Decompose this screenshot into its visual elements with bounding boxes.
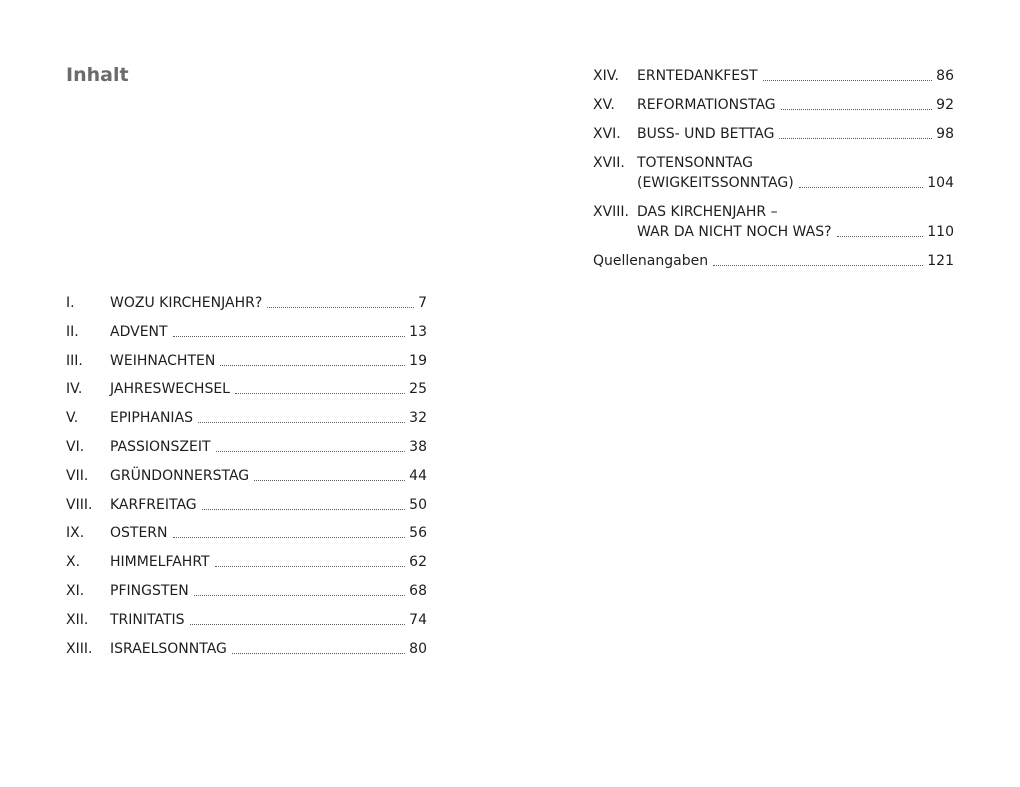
dot-leader [254, 480, 405, 481]
toc-entry-number: XIII. [66, 640, 93, 657]
toc-entry-page-number: 92 [936, 97, 954, 113]
toc-entry-label [637, 66, 758, 86]
toc-entry-label [110, 552, 210, 572]
dot-leader [173, 336, 406, 337]
toc-entry-label [637, 124, 774, 144]
toc-entry-label-wrap [637, 95, 936, 115]
toc-entry-label [593, 251, 708, 271]
toc-entry-label [110, 639, 227, 659]
dot-leader [713, 265, 923, 266]
toc-entry-page-number: 38 [409, 438, 427, 455]
dot-leader [837, 236, 924, 237]
toc-entry-number: XVIII. [593, 204, 630, 220]
toc-entry-label-wrap [593, 251, 927, 271]
toc-entry-label-line: OSTERN [110, 525, 168, 542]
toc-entry-page-number: 19 [409, 352, 427, 369]
toc-left-column [66, 293, 427, 667]
toc-entry-label-wrap [637, 124, 936, 144]
toc-entry-label-line: JAHRESWECHSEL [110, 381, 230, 398]
toc-entry-number: IX. [66, 525, 85, 542]
toc-entry-label-line: HIMMELFAHRT [110, 554, 210, 571]
toc-entry-label [110, 293, 262, 313]
toc-entry-page-number: 121 [927, 253, 954, 269]
toc-entry-number: VIII. [66, 496, 93, 513]
toc-entry-number: XV. [593, 97, 615, 113]
toc-right-column [593, 66, 954, 280]
toc-entry-label-wrap [110, 437, 409, 457]
toc-entry[interactable] [593, 251, 954, 271]
toc-entry-label-wrap [110, 466, 409, 486]
toc-entry[interactable] [66, 523, 427, 543]
toc-entry[interactable] [66, 293, 427, 313]
toc-entry[interactable] [66, 466, 427, 486]
dot-leader [216, 451, 406, 452]
toc-entry-label-line: KARFREITAG [110, 496, 197, 513]
toc-entry-number: XII. [66, 611, 89, 628]
toc-entry-label-wrap [110, 379, 409, 399]
toc-entry[interactable] [593, 202, 954, 242]
toc-entry[interactable] [66, 610, 427, 630]
toc-entry-page-number: 25 [409, 381, 427, 398]
toc-entry-page-number: 68 [409, 582, 427, 599]
toc-entry-label-line: PFINGSTEN [110, 582, 189, 599]
dot-leader [763, 80, 933, 81]
toc-entry[interactable] [593, 153, 954, 193]
toc-entry-label-wrap [110, 523, 409, 543]
dot-leader [220, 365, 405, 366]
toc-entry[interactable] [593, 124, 954, 144]
toc-entry-label-line: TOTENSONNTAG [637, 155, 753, 171]
toc-entry-label-wrap [110, 293, 418, 313]
toc-entry-label-line: BUSS- UND BETTAG [637, 126, 775, 142]
toc-entry-label-line: ISRAELSONNTAG [110, 640, 227, 657]
toc-entry-label-wrap [110, 351, 409, 371]
toc-entry-label-wrap [110, 322, 409, 342]
toc-entry-page-number: 56 [409, 525, 427, 542]
toc-entry-label [110, 408, 193, 428]
toc-entry-number: III. [66, 352, 83, 369]
toc-entry-label [110, 437, 211, 457]
toc-entry-label-line: REFORMATIONSTAG [637, 97, 776, 113]
toc-entry-label [110, 523, 168, 543]
toc-entry[interactable] [66, 437, 427, 457]
dot-leader [198, 422, 405, 423]
toc-entry-number: X. [66, 554, 81, 571]
toc-entry-label-line: WEIHNACHTEN [110, 352, 216, 369]
toc-entry[interactable] [66, 351, 427, 371]
toc-entry-label-line: EPIPHANIAS [110, 410, 194, 427]
toc-entry-page-number: 32 [409, 410, 427, 427]
toc-entry-page-number: 7 [418, 295, 427, 311]
toc-entry-label-wrap [637, 153, 927, 193]
toc-entry-label [110, 581, 189, 601]
toc-entry-label [110, 351, 215, 371]
dot-leader [232, 653, 405, 654]
toc-entry-number: XIV. [593, 68, 619, 84]
toc-entry-label [110, 610, 185, 630]
toc-entry[interactable] [66, 639, 427, 659]
toc-entry-number: I. [66, 295, 75, 311]
toc-entry-label-wrap [110, 552, 409, 572]
toc-entry-label-wrap [110, 639, 409, 659]
toc-entry-number: V. [66, 410, 79, 427]
toc-entry-label-line: WOZU KIRCHENJAHR? [110, 295, 263, 311]
toc-entry-label [110, 495, 197, 515]
toc-entry-number: IV. [66, 381, 83, 398]
toc-entry-page-number: 74 [409, 611, 427, 628]
dot-leader [267, 307, 414, 308]
toc-entry-number: XVI. [593, 126, 621, 142]
dot-leader [235, 393, 405, 394]
toc-entry-page-number: 44 [409, 467, 427, 484]
page-title: Inhalt [66, 64, 129, 86]
toc-entry[interactable] [66, 322, 427, 342]
toc-entry-number: VII. [66, 467, 89, 484]
toc-entry-label-wrap [110, 581, 409, 601]
toc-entry-label-wrap [637, 66, 936, 86]
toc-entry-label-line: GRÜNDONNERSTAG [110, 467, 250, 484]
toc-entry-label [637, 202, 832, 242]
toc-entry[interactable] [66, 495, 427, 515]
toc-entry-label-line: TRINITATIS [110, 611, 185, 628]
dot-leader [799, 187, 924, 188]
toc-entry[interactable] [593, 66, 954, 86]
toc-entry-label-wrap [110, 408, 409, 428]
toc-entry-label [637, 153, 794, 193]
toc-entry-number: XI. [66, 582, 85, 599]
toc-entry-page-number: 13 [409, 323, 427, 340]
toc-entry-label-wrap [637, 202, 927, 242]
toc-entry-number: XVII. [593, 155, 625, 171]
toc-entry-label [637, 95, 776, 115]
dot-leader [190, 624, 406, 625]
toc-entry-label-line: ADVENT [110, 323, 168, 340]
toc-entry-page-number: 104 [927, 175, 954, 191]
toc-entry-label [110, 322, 168, 342]
toc-entry[interactable] [66, 581, 427, 601]
toc-entry-label-wrap [110, 495, 409, 515]
toc-entry-page-number: 50 [409, 496, 427, 513]
toc-entry-label-line: DAS KIRCHENJAHR – [637, 204, 778, 220]
dot-leader [202, 509, 406, 510]
toc-entry-label [110, 466, 249, 486]
dot-leader [194, 595, 405, 596]
toc-entry-label-line: (EWIGKEITSSONNTAG) [637, 175, 794, 191]
toc-entry-number: II. [66, 323, 79, 340]
toc-entry-label-line: PASSIONSZEIT [110, 438, 211, 455]
toc-entry-page-number: 110 [927, 224, 954, 240]
toc-entry-label [110, 379, 230, 399]
toc-entry-label-line: WAR DA NICHT NOCH WAS? [637, 224, 832, 240]
dot-leader [779, 138, 932, 139]
toc-entry[interactable] [593, 95, 954, 115]
toc-entry[interactable] [66, 408, 427, 428]
dot-leader [173, 537, 406, 538]
toc-entry-label-wrap [110, 610, 409, 630]
toc-entry[interactable] [66, 379, 427, 399]
dot-leader [781, 109, 933, 110]
toc-entry-label-line: Quellenangaben [593, 253, 709, 269]
toc-entry-page-number: 98 [936, 126, 954, 142]
toc-entry[interactable] [66, 552, 427, 572]
dot-leader [215, 566, 406, 567]
toc-entry-number: VI. [66, 438, 85, 455]
toc-entry-label-line: ERNTEDANKFEST [637, 68, 758, 84]
toc-entry-page-number: 86 [936, 68, 954, 84]
toc-entry-page-number: 62 [409, 554, 427, 571]
toc-entry-page-number: 80 [409, 640, 427, 657]
